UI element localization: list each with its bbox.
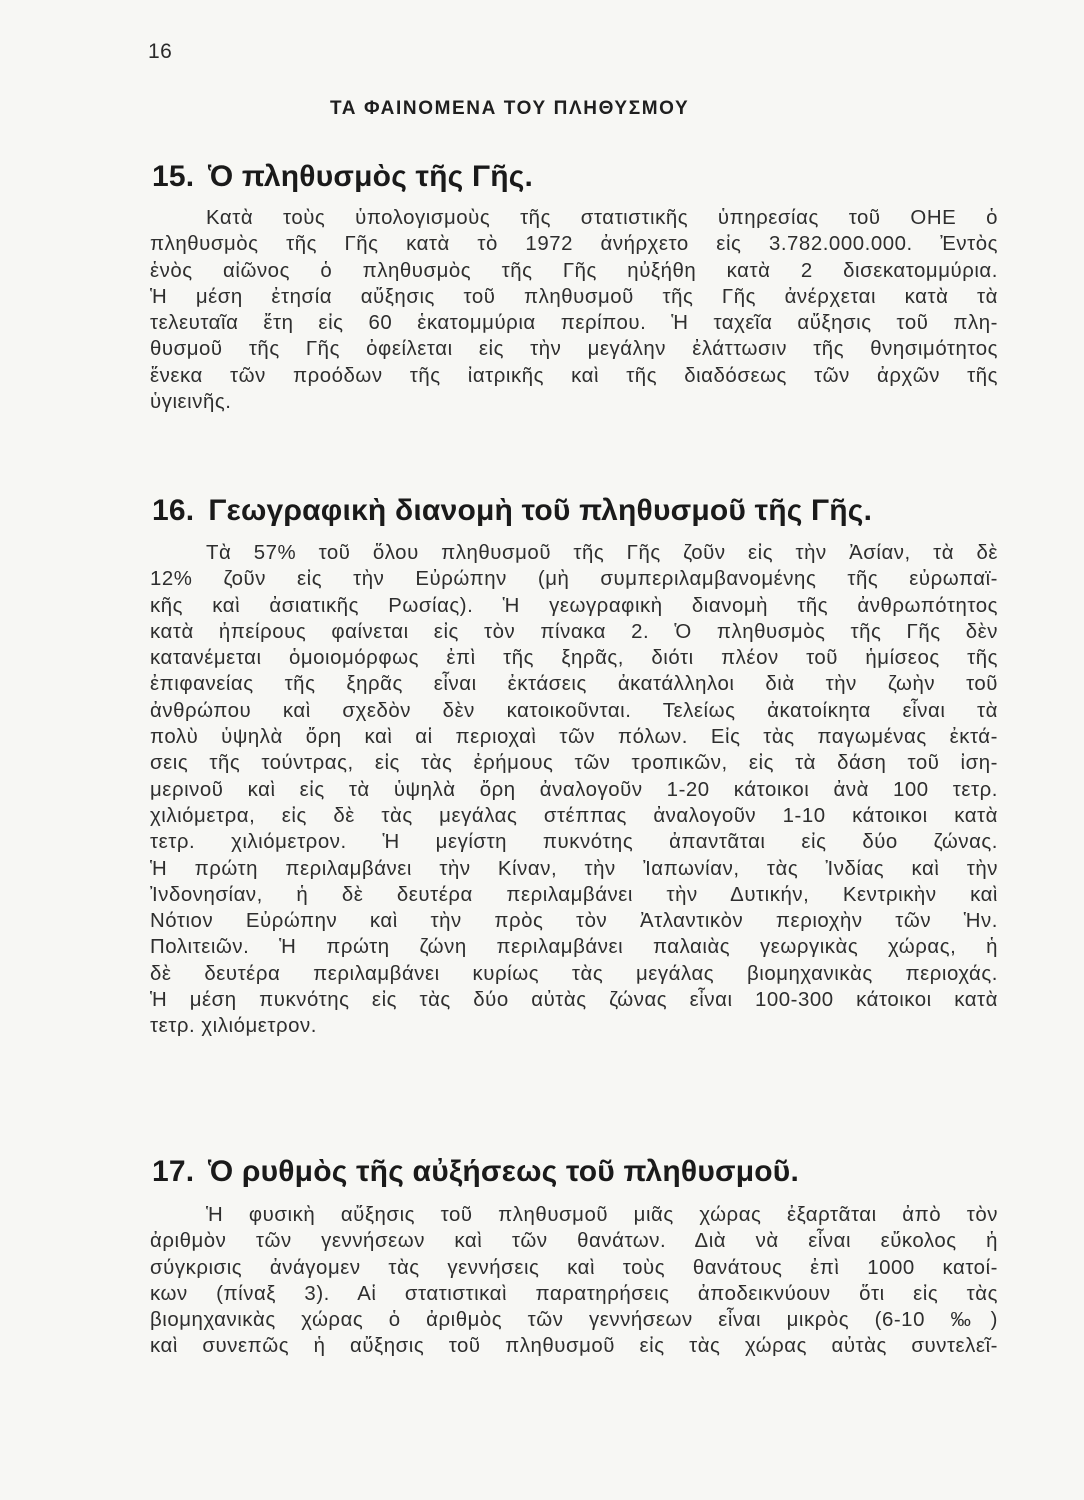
section-title: Ὁ ρυθμὸς τῆς αὐξήσεως τοῦ πληθυσμοῦ. <box>208 1155 799 1188</box>
section-body-15 <box>150 205 998 415</box>
section-number: 15. <box>152 160 195 193</box>
text-line: πολὺ ὑψηλὰ ὄρη καὶ αἱ περιοχαὶ τῶν πόλων. Εἰς τὰς παγωμένας ἐκτά- <box>150 726 998 749</box>
text-line: σεις τῆς τούντρας, εἰς τὰς ἐρήμους τῶν τροπικῶν, εἰς τὰ δάση τοῦ ἰση- <box>150 752 998 775</box>
section-title: Γεωγραφικὴ διανομὴ τοῦ πληθυσμοῦ τῆς Γῆς. <box>208 494 873 527</box>
text-line: τετρ. χιλιόμετρον. Ἡ μεγίστη πυκνότης ἀπαντᾶται εἰς δύο ζώνας. <box>150 831 998 854</box>
text-line: 12% ζοῦν εἰς τὴν Εὐρώπην (μὴ συμπεριλαμβανομένης τῆς εὐρωπαϊ- <box>150 568 998 591</box>
text-line: Ἡ μέση πυκνότης εἰς τὰς δύο αὐτὰς ζώνας εἶναι 100-300 κάτοικοι κατὰ <box>150 989 998 1012</box>
text-line: Πολιτειῶν. Ἡ πρώτη ζώνη περιλαμβάνει παλαιὰς γεωργικὰς χώρας, ἡ <box>150 936 998 959</box>
text-line: Τὰ 57% τοῦ ὅλου πληθυσμοῦ τῆς Γῆς ζοῦν εἰς τὴν Ἀσίαν, τὰ δὲ <box>206 542 998 564</box>
text-line: καὶ συνεπῶς ἡ αὔξησις τοῦ πληθυσμοῦ εἰς τὰς χώρας αὐτὰς συντελεῖ- <box>150 1335 998 1358</box>
section-heading-16 <box>152 494 872 528</box>
text-line: κων (πίναξ 3). Αἱ στατιστικαὶ παρατηρήσεις ἀποδεικνύουν ὅτι εἰς τὰς <box>150 1282 998 1305</box>
text-line: Ἡ μέση ἐτησία αὔξησις τοῦ πληθυσμοῦ τῆς Γῆς ἀνέρχεται κατὰ τὰ <box>150 285 998 308</box>
section-body-16 <box>150 540 998 1040</box>
section-title: Ὁ πληθυσμὸς τῆς Γῆς. <box>208 160 534 193</box>
text-line: Ἰνδονησίαν, ἡ δὲ δευτέρα περιλαμβάνει τὴν Δυτικήν, Κεντρικὴν καὶ <box>150 883 998 906</box>
section-heading-17 <box>152 1155 799 1189</box>
text-line: Νότιον Εὐρώπην καὶ τὴν πρὸς τὸν Ἀτλαντικὸν περιοχὴν τῶν Ἡν. <box>150 910 998 933</box>
text-line: σύγκρισις ἀνάγομεν τὰς γεννήσεις καὶ τοὺς θανάτους ἐπὶ 1000 κατοί- <box>150 1256 998 1279</box>
text-line: ὑγιεινῆς. <box>150 391 232 414</box>
text-line: ἑνὸς αἰῶνος ὁ πληθυσμὸς τῆς Γῆς ηὐξήθη κατὰ 2 δισεκατομμύρια. <box>150 259 998 282</box>
page-number: 16 <box>148 40 173 63</box>
text-line: ἀνθρώπου καὶ σχεδὸν δὲν κατοικοῦνται. Τελείως ἀκατοίκητα εἶναι τὰ <box>150 699 998 722</box>
section-heading-15 <box>152 160 533 194</box>
text-line: Ἡ πρώτη περιλαμβάνει τὴν Κίναν, τὴν Ἰαπωνίαν, τὰς Ἰνδίας καὶ τὴν <box>150 857 998 880</box>
text-line: τετρ. χιλιόμετρον. <box>150 1015 318 1038</box>
section-body-17 <box>150 1202 998 1360</box>
text-line: χιλιόμετρα, εἰς δὲ τὰς μεγάλας στέππας ἀναλογοῦν 1-10 κάτοικοι κατὰ <box>150 804 998 827</box>
text-line: πληθυσμὸς τῆς Γῆς κατὰ τὸ 1972 ἀνήρχετο εἰς 3.782.000.000. Ἐντὸς <box>150 233 998 256</box>
text-line: βιομηχανικὰς χώρας ὁ ἀριθμὸς τῶν γεννήσεων εἶναι μικρὸς (6-10 ‰) <box>150 1309 998 1332</box>
text-line: Κατὰ τοὺς ὑπολογισμοὺς τῆς στατιστικῆς ὑπηρεσίας τοῦ ΟΗΕ ὁ <box>206 207 998 229</box>
text-line: κατανέμεται ὁμοιομόρφως ἐπὶ τῆς ξηρᾶς, διότι πλέον τοῦ ἡμίσεος τῆς <box>150 647 998 670</box>
text-line: ἐπιφανείας τῆς ξηρᾶς εἶναι ἐκτάσεις ἀκατάλληλοι διὰ τὴν ζωὴν τοῦ <box>150 673 998 696</box>
text-line: ἕνεκα τῶν προόδων τῆς ἰατρικῆς καὶ τῆς διαδόσεως τῶν ἀρχῶν τῆς <box>150 364 998 387</box>
text-line: ἀριθμὸν τῶν γεννήσεων καὶ τῶν θανάτων. Διὰ νὰ εἶναι εὔκολος ἡ <box>150 1230 998 1253</box>
text-line: δὲ δευτέρα περιλαμβάνει κυρίως τὰς μεγάλας βιομηχανικὰς περιοχάς. <box>150 962 998 985</box>
section-number: 17. <box>152 1155 195 1188</box>
running-head: ΤΑ ΦΑΙΝΟΜΕΝΑ ΤΟΥ ΠΛΗΘΥΣΜΟΥ <box>330 98 690 119</box>
text-line: κῆς καὶ ἀσιατικῆς Ρωσίας). Ἡ γεωγραφικὴ διανομὴ τῆς ἀνθρωπότητος <box>150 594 998 617</box>
text-line: θυσμοῦ τῆς Γῆς ὀφείλεται εἰς τὴν μεγάλην ἐλάττωσιν τῆς θνησιμότητος <box>150 338 998 361</box>
section-number: 16. <box>152 494 195 527</box>
text-line: κατὰ ἠπείρους φαίνεται εἰς τὸν πίνακα 2. Ὁ πληθυσμὸς τῆς Γῆς δὲν <box>150 620 998 643</box>
text-line: Ἡ φυσικὴ αὔξησις τοῦ πληθυσμοῦ μιᾶς χώρας ἐξαρτᾶται ἀπὸ τὸν <box>206 1204 998 1226</box>
text-line: τελευταῖα ἔτη εἰς 60 ἑκατομμύρια περίπου. Ἡ ταχεῖα αὔξησις τοῦ πλη- <box>150 312 998 335</box>
text-line: μερινοῦ καὶ εἰς τὰ ὑψηλὰ ὄρη ἀναλογοῦν 1-20 κάτοικοι ἀνὰ 100 τετρ. <box>150 778 998 801</box>
